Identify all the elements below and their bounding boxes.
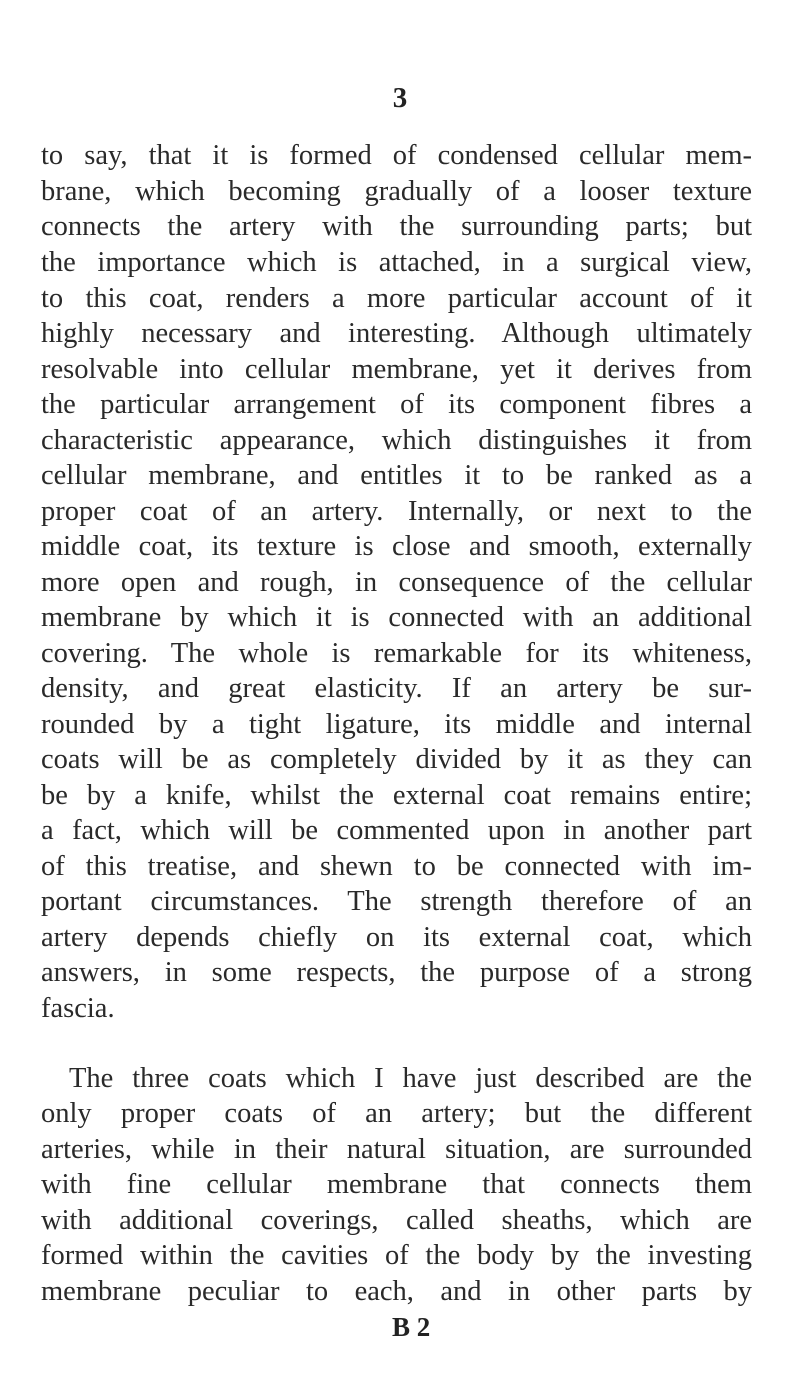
text-line: middle coat, its texture is close and smooth, externally <box>41 532 752 562</box>
text-line: with fine cellular membrane that connects them <box>41 1170 752 1200</box>
text-line: density, and great elasticity. If an artery be sur- <box>41 674 752 704</box>
text-line: to say, that it is formed of condensed cellular mem- <box>41 141 752 171</box>
text-line: be by a knife, whilst the external coat remains entire; <box>41 781 752 811</box>
text-line: proper coat of an artery. Internally, or next to the <box>41 497 752 527</box>
text-line: coats will be as completely divided by it as they can <box>41 745 752 775</box>
text-line: the importance which is attached, in a surgical view, <box>41 248 752 278</box>
text-line: answers, in some respects, the purpose of a strong <box>41 958 752 988</box>
text-line: only proper coats of an artery; but the different <box>41 1099 752 1129</box>
text-line: arteries, while in their natural situation, are surrounded <box>41 1135 752 1165</box>
signature-mark: B 2 <box>392 1312 431 1342</box>
text-line: The three coats which I have just described are the <box>69 1064 752 1094</box>
text-line: with additional coverings, called sheaths, which are <box>41 1206 752 1236</box>
text-line: formed within the cavities of the body by the investing <box>41 1241 752 1271</box>
text-line: connects the artery with the surrounding parts; but <box>41 212 752 242</box>
text-line: of this treatise, and shewn to be connected with im- <box>41 852 752 882</box>
text-line: resolvable into cellular membrane, yet it derives from <box>41 355 752 385</box>
page-number: 3 <box>392 82 408 114</box>
text-line: brane, which becoming gradually of a looser texture <box>41 177 752 207</box>
text-line: cellular membrane, and entitles it to be ranked as a <box>41 461 752 491</box>
text-line: characteristic appearance, which distinguishes it from <box>41 426 752 456</box>
text-line: fascia. <box>41 993 115 1024</box>
text-line: membrane peculiar to each, and in other parts by <box>41 1277 752 1307</box>
text-line: a fact, which will be commented upon in another part <box>41 816 752 846</box>
text-line: to this coat, renders a more particular account of it <box>41 284 752 314</box>
text-line: the particular arrangement of its component fibres a <box>41 390 752 420</box>
text-line: artery depends chiefly on its external coat, which <box>41 923 752 953</box>
text-line: highly necessary and interesting. Although ultimately <box>41 319 752 349</box>
text-line: covering. The whole is remarkable for its whiteness, <box>41 639 752 669</box>
text-line: portant circumstances. The strength therefore of an <box>41 887 752 917</box>
text-line: more open and rough, in consequence of the cellular <box>41 568 752 598</box>
text-line: membrane by which it is connected with an additional <box>41 603 752 633</box>
text-line: rounded by a tight ligature, its middle and internal <box>41 710 752 740</box>
